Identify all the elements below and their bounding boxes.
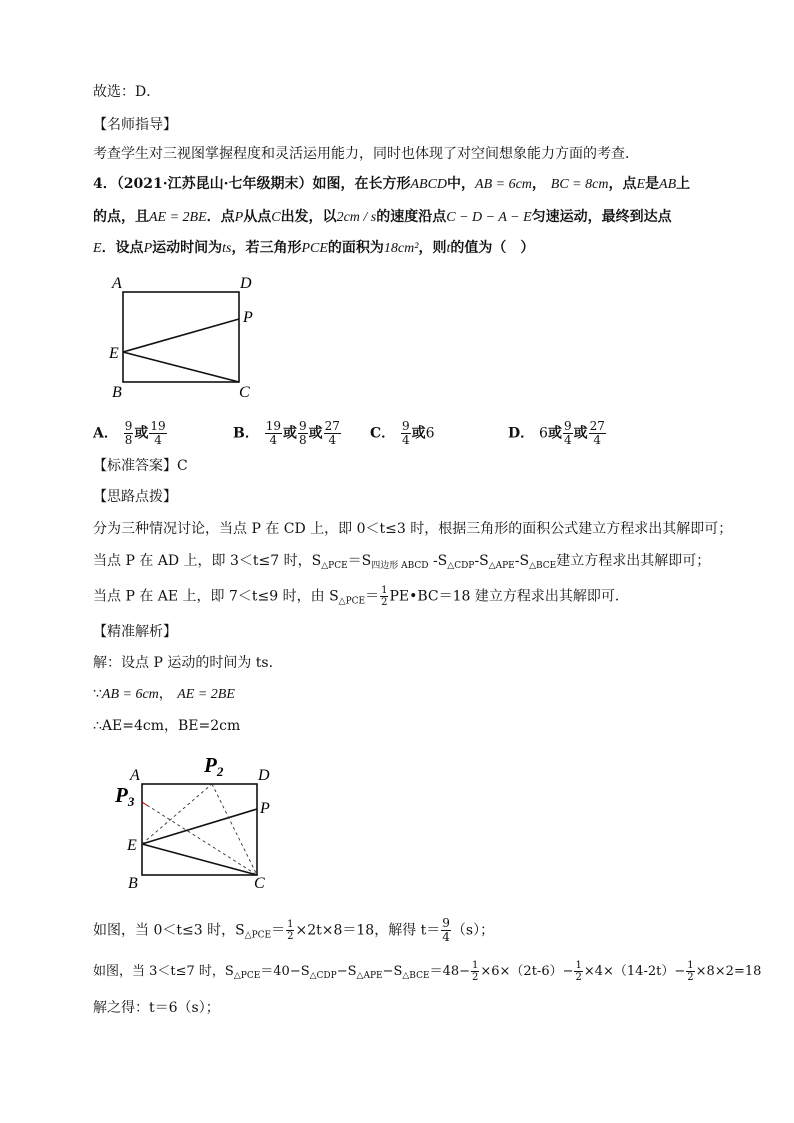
q-text: 中， <box>447 176 476 192</box>
q-text: ，点 <box>608 176 637 192</box>
subscript: △APE <box>488 561 515 571</box>
label-b: B <box>128 875 138 892</box>
q-math: 18cm² <box>383 241 419 256</box>
silu-line-1: 分为三种情况讨论，当点 P 在 CD 上，即 0＜t≤3 时，根据三角形的面积公式建立方程求出其解即可； <box>93 521 733 537</box>
q-text: ，则 <box>418 240 447 256</box>
fraction: $\frac{19}{4}$ <box>265 419 281 447</box>
label-p: P <box>260 800 270 817</box>
question-line-3 <box>93 238 534 259</box>
fraction: $\frac{1}{2}$ <box>687 960 694 983</box>
label-c: C <box>254 875 265 892</box>
q-math: AB <box>659 177 677 192</box>
text: 建立方程求出其解即可； <box>556 553 711 569</box>
q-math: PCE <box>301 241 328 256</box>
q-math: ts <box>222 241 232 256</box>
option-c <box>370 420 435 447</box>
q-text: 匀速运动，最终到达点 <box>531 209 672 225</box>
text: 当点 P 在 AD 上，即 3＜t≤7 时，S <box>93 553 322 569</box>
option-label: A． <box>93 425 118 442</box>
q-math: C <box>271 210 281 225</box>
subscript: △BCE <box>529 561 557 571</box>
option-value: 6 <box>425 425 435 442</box>
text: ＝40−S <box>260 964 310 979</box>
text: ×4×（14-2t）− <box>583 964 686 979</box>
q-text: 如图，在长方形 <box>312 176 411 192</box>
label-p3: P3 <box>115 783 135 809</box>
option-label: D． <box>508 425 535 442</box>
option-b <box>233 420 342 447</box>
q-text: ， <box>531 176 546 192</box>
jie-line-2 <box>93 684 235 705</box>
q-math: t <box>446 241 451 256</box>
label-b: B <box>112 384 122 401</box>
math: AB = 6cm <box>101 687 159 702</box>
label-a: A <box>130 767 140 784</box>
text: （s）； <box>451 922 495 939</box>
label-d: D <box>240 275 252 292</box>
text: ＝ <box>365 588 380 605</box>
rect-abcd <box>123 292 239 382</box>
text: -S <box>474 553 489 569</box>
q-text: 的面积为 <box>327 240 384 256</box>
subscript: △CDP <box>309 971 337 981</box>
or-text: 或 <box>573 425 588 442</box>
fraction: $\frac{9}{8}$ <box>124 419 133 447</box>
subscript: △BCE <box>402 971 430 981</box>
text: -S <box>428 553 448 569</box>
text: ， <box>158 686 173 702</box>
q-math: E <box>93 241 102 256</box>
subscript: △APE <box>356 971 383 981</box>
fraction: $\frac{27}{4}$ <box>589 419 605 447</box>
answer-line <box>93 456 188 476</box>
q-text: 运动时间为 <box>152 240 223 256</box>
q-text: 是 <box>645 176 660 192</box>
q-text: ．点 <box>206 209 235 225</box>
label-a: A <box>112 275 122 292</box>
fraction: $\frac{1}{2}$ <box>575 960 582 983</box>
q-math: C − D − A − E <box>446 210 532 225</box>
mingshi-text: 考查学生对三视图掌握程度和灵活运用能力，同时也体现了对空间想象能力方面的考查． <box>93 146 639 162</box>
option-label: C． <box>370 425 396 442</box>
q-math: P <box>143 241 153 256</box>
heading-mingshi: 【名师指导】 <box>93 117 177 133</box>
fraction: $\frac{9}{4}$ <box>402 419 410 447</box>
case1-line <box>93 917 494 946</box>
option-value: 6 <box>539 425 548 442</box>
segment-ep <box>123 319 239 352</box>
q-text: ．设点 <box>101 240 144 256</box>
q-math: AE = 2BE <box>149 210 207 225</box>
q-text: 的值为（ ） <box>450 240 535 256</box>
label-p2: P2 <box>204 753 224 779</box>
text: ×6×（2t-6）− <box>480 964 574 979</box>
q-text: 的点，且 <box>93 209 149 225</box>
fraction: $\frac{27}{4}$ <box>324 419 340 447</box>
case2-solution: 解之得：t＝6（s）； <box>93 1000 220 1016</box>
question-number: 4． <box>93 176 117 192</box>
heading-silu: 【思路点拨】 <box>93 489 177 505</box>
option-a <box>93 420 168 447</box>
heading-jiexi: 【精准解析】 <box>93 624 177 640</box>
q-math: BC = 8cm <box>550 177 609 192</box>
jie-line-1: 解：设点 P 运动的时间为 ts. <box>93 655 274 671</box>
label-e: E <box>109 345 119 362</box>
silu-line-2 <box>93 551 710 576</box>
or-text: 或 <box>411 425 426 442</box>
text: 如图，当 3＜t≤7 时，S <box>93 964 234 979</box>
option-label: B． <box>233 425 259 442</box>
case2-line <box>93 960 761 986</box>
text: ＝48− <box>429 964 470 979</box>
dashed-p2-c <box>212 784 257 875</box>
text: ＝S <box>347 553 372 569</box>
fraction: $\frac{9}{4}$ <box>442 916 450 944</box>
question-line-2 <box>93 207 672 228</box>
text: ×2t×8＝18，解得 t＝ <box>295 922 441 939</box>
q-text: 从点 <box>243 209 272 225</box>
text: 当点 P 在 AE 上，即 7＜t≤9 时，由 S <box>93 588 339 605</box>
q-math: E <box>636 177 646 192</box>
because-symbol: ∵ <box>93 686 102 702</box>
text: 如图，当 0＜t≤3 时，S <box>93 922 245 939</box>
label-d: D <box>258 767 270 784</box>
text: ＝ <box>271 922 286 939</box>
label-c: C <box>239 384 250 401</box>
q-text: 出发，以 <box>280 209 337 225</box>
or-text: 或 <box>283 425 297 442</box>
fraction: $\frac{1}{2}$ <box>472 960 479 983</box>
segment-ec <box>142 844 257 875</box>
segment-ec <box>123 352 239 382</box>
text: PE•BC＝18 建立方程求出其解即可． <box>389 588 629 605</box>
fraction: $\frac{9}{8}$ <box>299 419 307 447</box>
rectangle-figure-2 <box>110 752 285 892</box>
text: −S <box>336 964 357 979</box>
answer-value: C <box>177 458 188 474</box>
subscript: △PCE <box>244 930 272 941</box>
subscript: △PCE <box>338 596 366 607</box>
label-p: P <box>243 309 253 326</box>
label-e: E <box>127 837 137 854</box>
q-text: 上 <box>676 176 691 192</box>
fraction: $\frac{1}{2}$ <box>381 585 388 608</box>
dashed-e-p2 <box>142 784 212 844</box>
silu-line-3 <box>93 585 629 612</box>
fraction: $\frac{9}{4}$ <box>563 419 572 447</box>
text: -S <box>514 553 530 569</box>
text: −S <box>382 964 403 979</box>
text: ×8×2=18 <box>695 964 762 979</box>
or-text: 或 <box>134 425 149 442</box>
rectangle-figure-1 <box>100 270 270 405</box>
question-line-1 <box>93 174 690 195</box>
q-math: AB = 6cm <box>475 177 532 192</box>
q-math: 2cm / s <box>336 210 377 225</box>
heading-answer: 【标准答案】 <box>93 458 177 474</box>
q-math: P <box>234 210 244 225</box>
q-text: 的速度沿点 <box>376 209 447 225</box>
rect-abcd <box>142 784 257 875</box>
question-source: （2021·江苏昆山·七年级期末） <box>116 176 313 192</box>
q-math: ABCD <box>410 177 448 192</box>
option-d <box>508 420 607 447</box>
jie-line-3: ∴AE=4cm，BE=2cm <box>93 718 241 734</box>
subscript: 四边形 ABCD <box>371 561 429 571</box>
or-text: 或 <box>308 425 323 442</box>
p3-marker <box>142 802 148 806</box>
q-text: ，若三角形 <box>231 240 302 256</box>
subscript: △CDP <box>447 561 475 571</box>
subscript: △PCE <box>321 561 348 571</box>
fraction: $\frac{19}{4}$ <box>150 419 166 447</box>
subscript: △PCE <box>233 971 261 981</box>
or-text: 或 <box>547 425 562 442</box>
prev-answer-line: 故选：D． <box>93 84 161 100</box>
fraction: $\frac{1}{2}$ <box>287 919 294 942</box>
math: AE = 2BE <box>177 687 235 702</box>
